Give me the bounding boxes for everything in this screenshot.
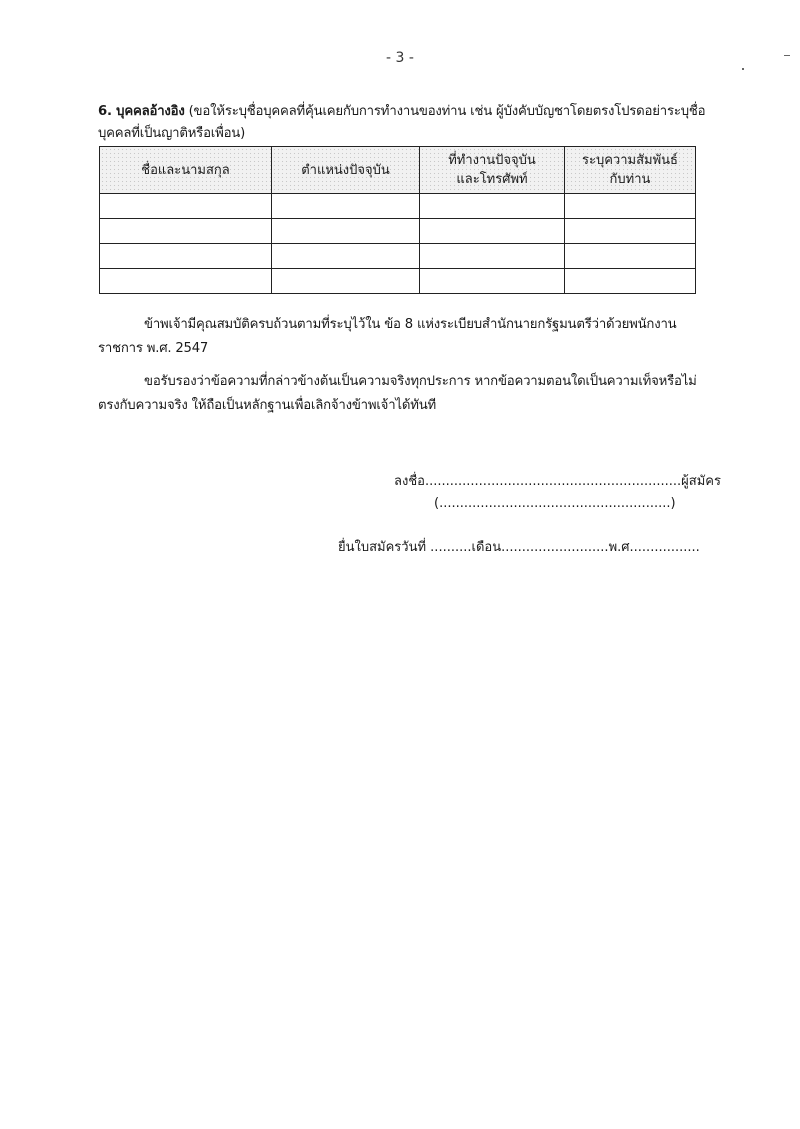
cell-relationship[interactable] (565, 244, 696, 269)
cell-position[interactable] (272, 244, 420, 269)
cell-name[interactable] (100, 269, 272, 294)
section-6-title: 6. บุคคลอ้างอิง (98, 104, 185, 119)
header-relationship: ระบุความสัมพันธ์ กับท่าน (565, 147, 696, 194)
sign-label: ลงชื่อ (394, 474, 425, 489)
cell-workplace[interactable] (420, 244, 565, 269)
scan-speck (784, 55, 790, 56)
header-current-position: ตำแหน่งปัจจุบัน (272, 147, 420, 194)
cell-position[interactable] (272, 194, 420, 219)
table-row (100, 244, 696, 269)
month-field[interactable]: .......................... (501, 540, 609, 555)
cell-position[interactable] (272, 219, 420, 244)
day-field[interactable]: .......... (426, 540, 472, 555)
cell-position[interactable] (272, 269, 420, 294)
header-workplace-phone: ที่ทำงานปัจจุบัน และโทรศัพท์ (420, 147, 565, 194)
year-field[interactable]: ................. (629, 540, 700, 555)
date-label: ยื่นใบสมัครวันที่ (338, 540, 427, 555)
printed-name-field[interactable]: ........................................................ (439, 496, 671, 511)
page-number: - 3 - (386, 50, 414, 66)
qualification-statement: ข้าพเจ้ามีคุณสมบัติครบถ้วนตามที่ระบุไว้ใน ข้อ 8 แห่งระเบียบสำนักนายกรัฐมนตรีว่าด้วยพนักงานราชการ พ.ศ. 2547 (98, 317, 677, 356)
cell-relationship[interactable] (565, 194, 696, 219)
printed-name-line: (........................................................) (434, 496, 676, 511)
cell-relationship[interactable] (565, 269, 696, 294)
cell-workplace[interactable] (420, 219, 565, 244)
signature-line (394, 470, 721, 491)
header-full-name: ชื่อและนามสกุล (100, 147, 272, 194)
reference-persons-table (99, 146, 696, 294)
submission-date-line (338, 536, 700, 557)
cell-name[interactable] (100, 244, 272, 269)
table-row (100, 219, 696, 244)
section-6-instructions: (ขอให้ระบุชื่อบุคคลที่คุ้นเคยกับการทำงานของท่าน เช่น ผู้บังคับบัญชาโดยตรงโปรดอย่าระบุชื่อบุคคลที่เป็นญาติหรือเพื่อน) (98, 104, 706, 141)
section-6-heading (98, 101, 710, 145)
month-label: เดือน (471, 540, 502, 555)
cell-relationship[interactable] (565, 219, 696, 244)
cell-workplace[interactable] (420, 269, 565, 294)
table-header-row (100, 147, 696, 194)
scan-speck (742, 68, 744, 70)
signature-field[interactable]: .............................................................. (424, 474, 682, 489)
certification-statement: ขอรับรองว่าข้อความที่กล่าวข้างต้นเป็นความจริงทุกประการ หากข้อความตอนใดเป็นความเท็จหรือไม่ตรงกับความจริง ให้ถือเป็นหลักฐานเพื่อเลิกจ้างข้าพเจ้าได้ทันที (98, 374, 697, 413)
table-row (100, 269, 696, 294)
applicant-label: ผู้สมัคร (681, 474, 721, 489)
table-row (100, 194, 696, 219)
year-label: พ.ศ (608, 540, 630, 555)
cell-name[interactable] (100, 194, 272, 219)
cell-workplace[interactable] (420, 194, 565, 219)
cell-name[interactable] (100, 219, 272, 244)
